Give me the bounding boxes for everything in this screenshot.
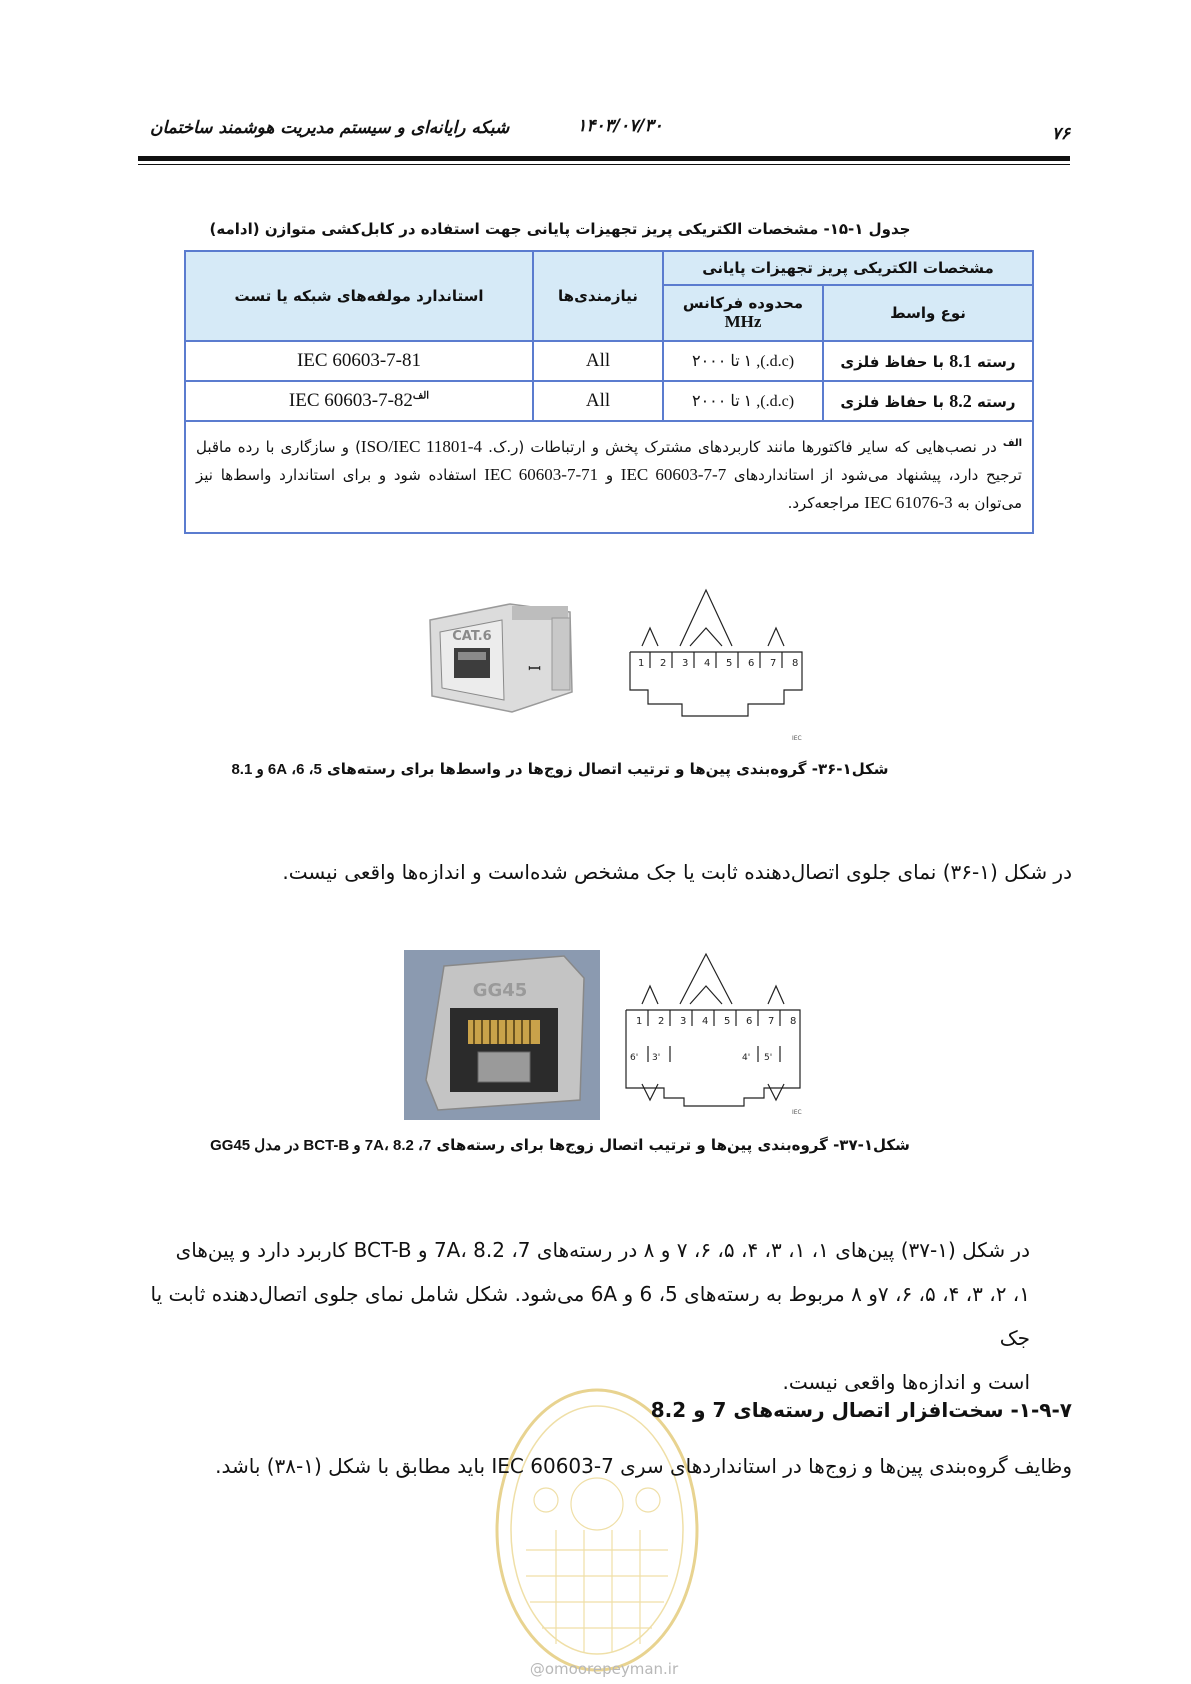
iec-label: IEC — [792, 1109, 802, 1116]
iec-label: IEC — [792, 735, 802, 742]
row-prefix: رسته — [976, 392, 1016, 411]
table-row — [185, 381, 1033, 421]
header-standard: استاندارد مولفه‌های شبکه یا تست — [185, 251, 533, 341]
note-ref: ISO/IEC 11801-4 — [360, 437, 483, 456]
pair-bracket — [680, 590, 732, 646]
pin-label: 3 — [682, 658, 689, 669]
row-standard — [185, 341, 533, 381]
pin-label: 8 — [792, 658, 799, 669]
logo-mark: ꟷ — [528, 659, 542, 678]
gg45-label: GG45 — [472, 980, 528, 1001]
header-frequency-unit: MHz — [724, 312, 762, 331]
header-frequency-label: محدوده فرکانس — [682, 294, 804, 312]
row-frequency: (d.c.), ۱ تا ۲۰۰۰ — [663, 341, 823, 381]
pair-bracket — [642, 628, 658, 646]
row-suffix: با حفاظ فلزی — [840, 352, 944, 371]
note-ref: IEC 61076-3 — [864, 493, 953, 512]
caption-categories: 5، 6، 6A و 8.1 — [231, 761, 322, 778]
gg45-jack-photo — [404, 950, 600, 1120]
note-text: در نصب‌هایی که سایر فاکتورها مانند کاربردهای مشترک پخش و ارتباطات (ر.ک. — [488, 438, 997, 456]
note-ref: IEC 60603-7-7 — [620, 465, 727, 484]
row-requirement: All — [533, 381, 663, 421]
note-ref: IEC 60603-7-71 — [484, 465, 599, 484]
row-num: 8.2 — [949, 390, 972, 411]
sub-pin-label: 4' — [742, 1053, 751, 1063]
pin-label: 2 — [660, 658, 667, 669]
running-header-date: ۱۴۰۳/۰۷/۳۰ — [577, 116, 663, 136]
row-standard — [185, 381, 533, 421]
pin-label: 6 — [748, 658, 755, 669]
caption-text: شکل۱-۳۷- گروه‌بندی پین‌ها و ترتیب اتصال زوج‌ها برای رسته‌های — [436, 1136, 910, 1154]
pin-label: 5 — [726, 658, 733, 669]
pin-label: 7 — [770, 658, 777, 669]
header-group: مشخصات الکتریکی پریز تجهیزات پایانی — [663, 251, 1033, 285]
section-heading: ۱-۹-۷- سخت‌افزار اتصال رسته‌های 7 و 8.2 — [650, 1398, 1072, 1422]
header-rule-thick — [138, 156, 1070, 161]
pin-label: 7 — [768, 1016, 775, 1027]
pin-label: 6 — [746, 1016, 753, 1027]
note-text: مراجعه‌کرد. — [787, 494, 860, 512]
footnote-marker: الف — [412, 390, 430, 402]
header-frequency — [663, 285, 823, 341]
header-requirements: نیازمندی‌ها — [533, 251, 663, 341]
caption-text: شکل۱-۳۶- گروه‌بندی پین‌ها و ترتیب اتصال زوج‌ها در واسط‌ها برای رسته‌های — [327, 760, 889, 778]
paragraph-2-line: ۱، ۲، ۳، ۴، ۵، ۶، ۷و ۸ مربوط به رسته‌های 5، 6 و 6A می‌شود. شکل شامل نمای جلوی اتصال‌دهنده ثابت یا جک — [150, 1282, 1030, 1350]
header-connector-type: نوع واسط — [823, 285, 1033, 341]
pin-label: 8 — [790, 1016, 797, 1027]
row-standard-text: IEC 60603-7-82 — [288, 390, 413, 411]
note-text: ) و سازگاری با رده ماقبل ترجیح دارد، پیشنهاد می‌شود از استانداردهای — [196, 438, 1022, 484]
pin-label: 2 — [658, 1016, 665, 1027]
cat6-label: CAT.6 — [452, 629, 492, 644]
spec-table — [184, 250, 1034, 534]
pin-label: 3 — [680, 1016, 687, 1027]
pair-bracket — [690, 628, 722, 646]
pin-label: 4 — [704, 658, 711, 669]
cat6-jack-photo — [420, 592, 580, 722]
pin-label: 1 — [636, 1016, 643, 1027]
row-prefix: رسته — [976, 352, 1016, 371]
sub-pin-label: 3' — [652, 1053, 661, 1063]
footnote-mark: الف — [1002, 438, 1022, 449]
header-rule-thin — [138, 164, 1070, 165]
pinout-diagram-37 — [624, 950, 814, 1120]
note-text: و — [605, 466, 614, 484]
row-frequency: (d.c.), ۱ تا ۲۰۰۰ — [663, 381, 823, 421]
pair-bracket — [768, 628, 784, 646]
paragraph-3: وظایف گروه‌بندی پین‌ها و زوج‌ها در استانداردهای سری IEC 60603-7 باید مطابق با شکل (۱-۳۸) باشد. — [215, 1454, 1072, 1478]
watermark-url: @omoorepeyman.ir — [529, 1660, 679, 1678]
note-text: استفاده شود و برای استاندارد واسط‌ها نیز می‌توان به — [196, 466, 1022, 512]
pin-label: 1 — [638, 658, 645, 669]
paragraph-2 — [140, 1228, 1030, 1404]
row-standard-text: IEC 60603-7-81 — [296, 350, 421, 371]
caption-categories: 7، 7A، 8.2 و BCT-B در مدل GG45 — [210, 1137, 432, 1154]
watermark-seal — [486, 1380, 708, 1680]
row-suffix: با حفاظ فلزی — [840, 392, 944, 411]
sub-pin-label: 5' — [764, 1053, 773, 1063]
row-num: 8.1 — [949, 350, 972, 371]
row-requirement: All — [533, 341, 663, 381]
table-caption: جدول ۱-۱۵- مشخصات الکتریکی پریز تجهیزات پایانی جهت استفاده در کابل‌کشی متوازن (ادامه) — [209, 220, 911, 238]
row-connector — [823, 341, 1033, 381]
figure-36-caption — [180, 760, 940, 778]
paragraph-2-line: در شکل (۱-۳۷) پین‌های ۱، ۱، ۳، ۴، ۵، ۶، ۷ و ۸ در رسته‌های 7، 7A، 8.2 و BCT-B کاربرد دارد و پین‌های — [175, 1238, 1030, 1262]
table-row — [185, 341, 1033, 381]
pin-label: 4 — [702, 1016, 709, 1027]
table-footnote — [185, 421, 1033, 533]
pinout-diagram-36 — [628, 586, 808, 746]
pin-label: 5 — [724, 1016, 731, 1027]
paragraph-2-line: است و اندازه‌ها واقعی نیست. — [782, 1370, 1030, 1394]
figure-37-caption — [160, 1136, 960, 1154]
paragraph-1: در شکل (۱-۳۶) نمای جلوی اتصال‌دهنده ثابت یا جک مشخص شده‌است و اندازه‌ها واقعی نیست. — [282, 860, 1072, 884]
sub-pin-label: 6' — [630, 1053, 639, 1063]
page-number: ۷۶ — [1051, 124, 1070, 144]
running-header-title: شبکه رایانه‌ای و سیستم مدیریت هوشمند ساختمان — [150, 118, 510, 138]
row-connector — [823, 381, 1033, 421]
